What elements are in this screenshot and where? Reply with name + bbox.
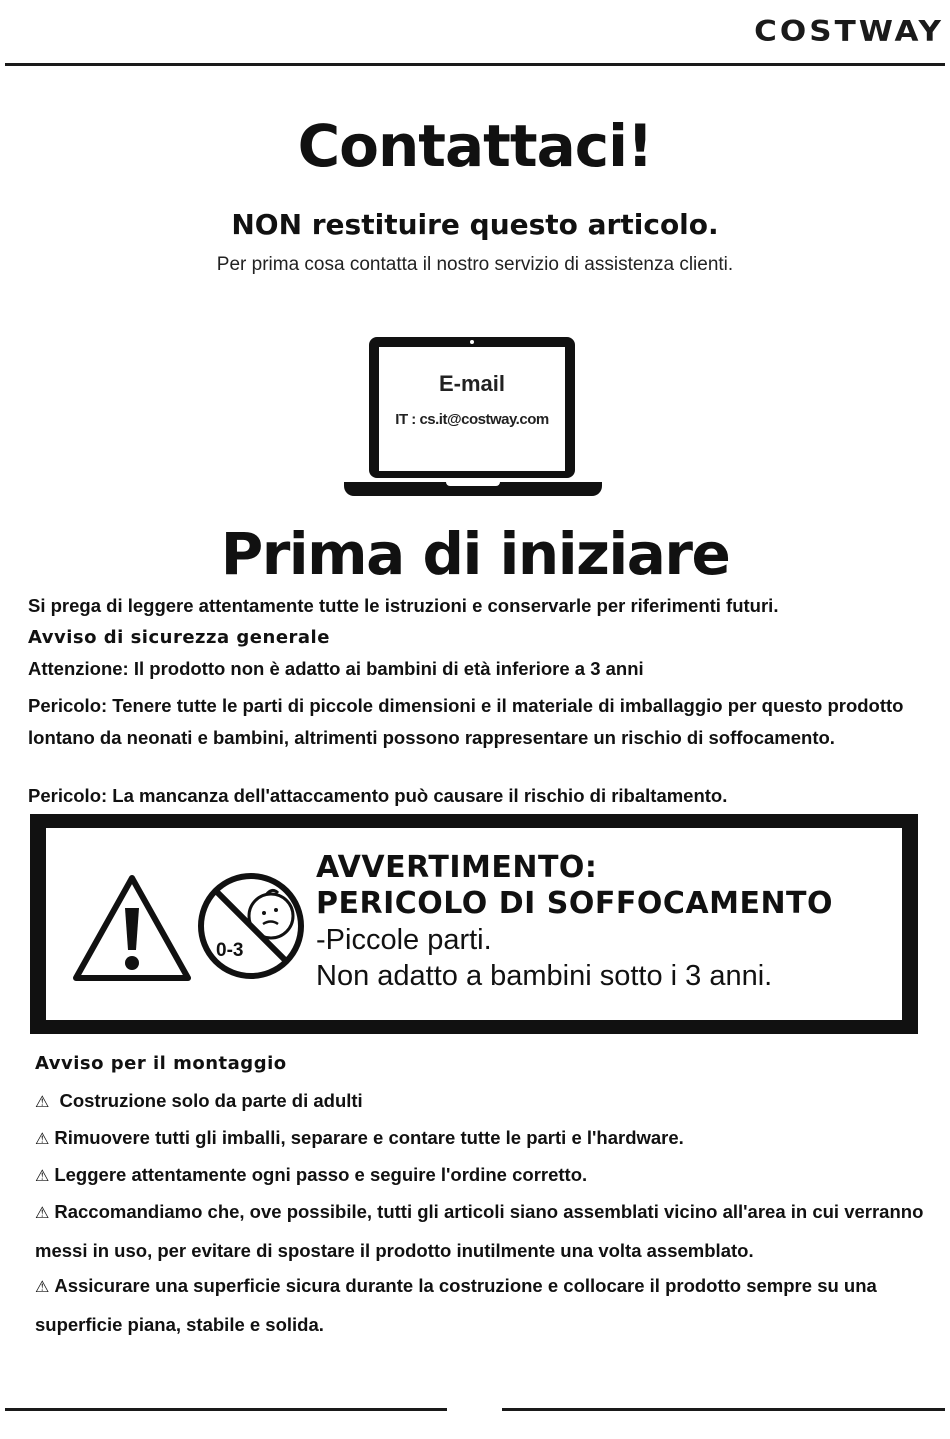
assembly-item: ⚠ Costruzione solo da parte di adulti <box>35 1082 935 1121</box>
email-card <box>379 347 565 471</box>
warning-marker-icon: ⚠ <box>35 1094 50 1111</box>
camera-dot <box>470 340 474 344</box>
no-children-icon <box>201 876 301 976</box>
contact-title: Contattaci! <box>297 112 653 180</box>
assembly-item: ⚠ Raccomandiamo che, ove possibile, tutti gli articoli siano assemblati vicino all'area in cui verranno messi in uso, per evitare di spostare il prodotto inutilmente una volta assemblato. <box>35 1193 935 1269</box>
assembly-item: ⚠ Leggere attentamente ogni passo e seguire l'ordine corretto. <box>35 1156 935 1195</box>
laptop-icon <box>344 337 602 497</box>
assembly-item: ⚠ Assicurare una superficie sicura durante la costruzione e collocare il prodotto sempre su una superficie piana, stabile e solida. <box>35 1267 935 1343</box>
tipping-danger-notice: Pericolo: La mancanza dell'attaccamento può causare il rischio di ribaltamento. <box>28 785 728 806</box>
age-attention-notice: Attenzione: Il prodotto non è adatto ai bambini di età inferiore a 3 anni <box>28 658 644 679</box>
safety-heading: Avviso di sicurezza generale <box>28 627 330 648</box>
warning-triangle-icon <box>76 878 188 978</box>
laptop-screen <box>369 337 575 478</box>
brand-logo: COSTWAY <box>754 15 944 49</box>
warning-marker-icon: ⚠ <box>35 1205 50 1222</box>
contact-intro: Per prima cosa contatta il nostro servizio di assistenza clienti. <box>216 254 734 275</box>
footer-divider-right <box>502 1408 945 1411</box>
email-title: E-mail <box>438 371 506 396</box>
assembly-heading: Avviso per il montaggio <box>35 1053 287 1074</box>
age-restriction-text: Non adatto a bambini sotto i 3 anni. <box>316 960 773 992</box>
small-parts-text: -Piccole parti. <box>316 924 492 956</box>
small-parts-danger-notice: Pericolo: Tenere tutte le parti di piccole dimensioni e il materiale di imballaggio per questo prodotto lontano da neonati e bambini, altrimenti possono rappresentare un rischio di soffocamento. <box>28 695 904 748</box>
choking-warning-box <box>30 814 918 1034</box>
warning-marker-icon: ⚠ <box>35 1168 50 1185</box>
read-instructions-notice: Si prega di leggere attentamente tutte le istruzioni e conservarle per riferimenti futuri. <box>28 595 779 616</box>
assembly-item: ⚠ Rimuovere tutti gli imballi, separare e contare tutte le parti e l'hardware. <box>35 1119 935 1158</box>
laptop-notch <box>446 482 500 486</box>
footer-divider-left <box>5 1408 447 1411</box>
warning-icons <box>70 860 310 990</box>
header-divider <box>5 63 945 66</box>
choking-hazard-title: PERICOLO DI SOFFOCAMENTO <box>316 886 834 921</box>
age-label: 0-3 <box>216 940 244 961</box>
do-not-return-notice: NON restituire questo articolo. <box>231 208 719 241</box>
warning-marker-icon: ⚠ <box>35 1131 50 1148</box>
warning-marker-icon: ⚠ <box>35 1279 50 1296</box>
before-start-title: Prima di iniziare <box>220 520 730 588</box>
warning-title: AVVERTIMENTO: <box>316 850 598 885</box>
email-address: IT : cs.it@costway.com <box>395 411 549 428</box>
